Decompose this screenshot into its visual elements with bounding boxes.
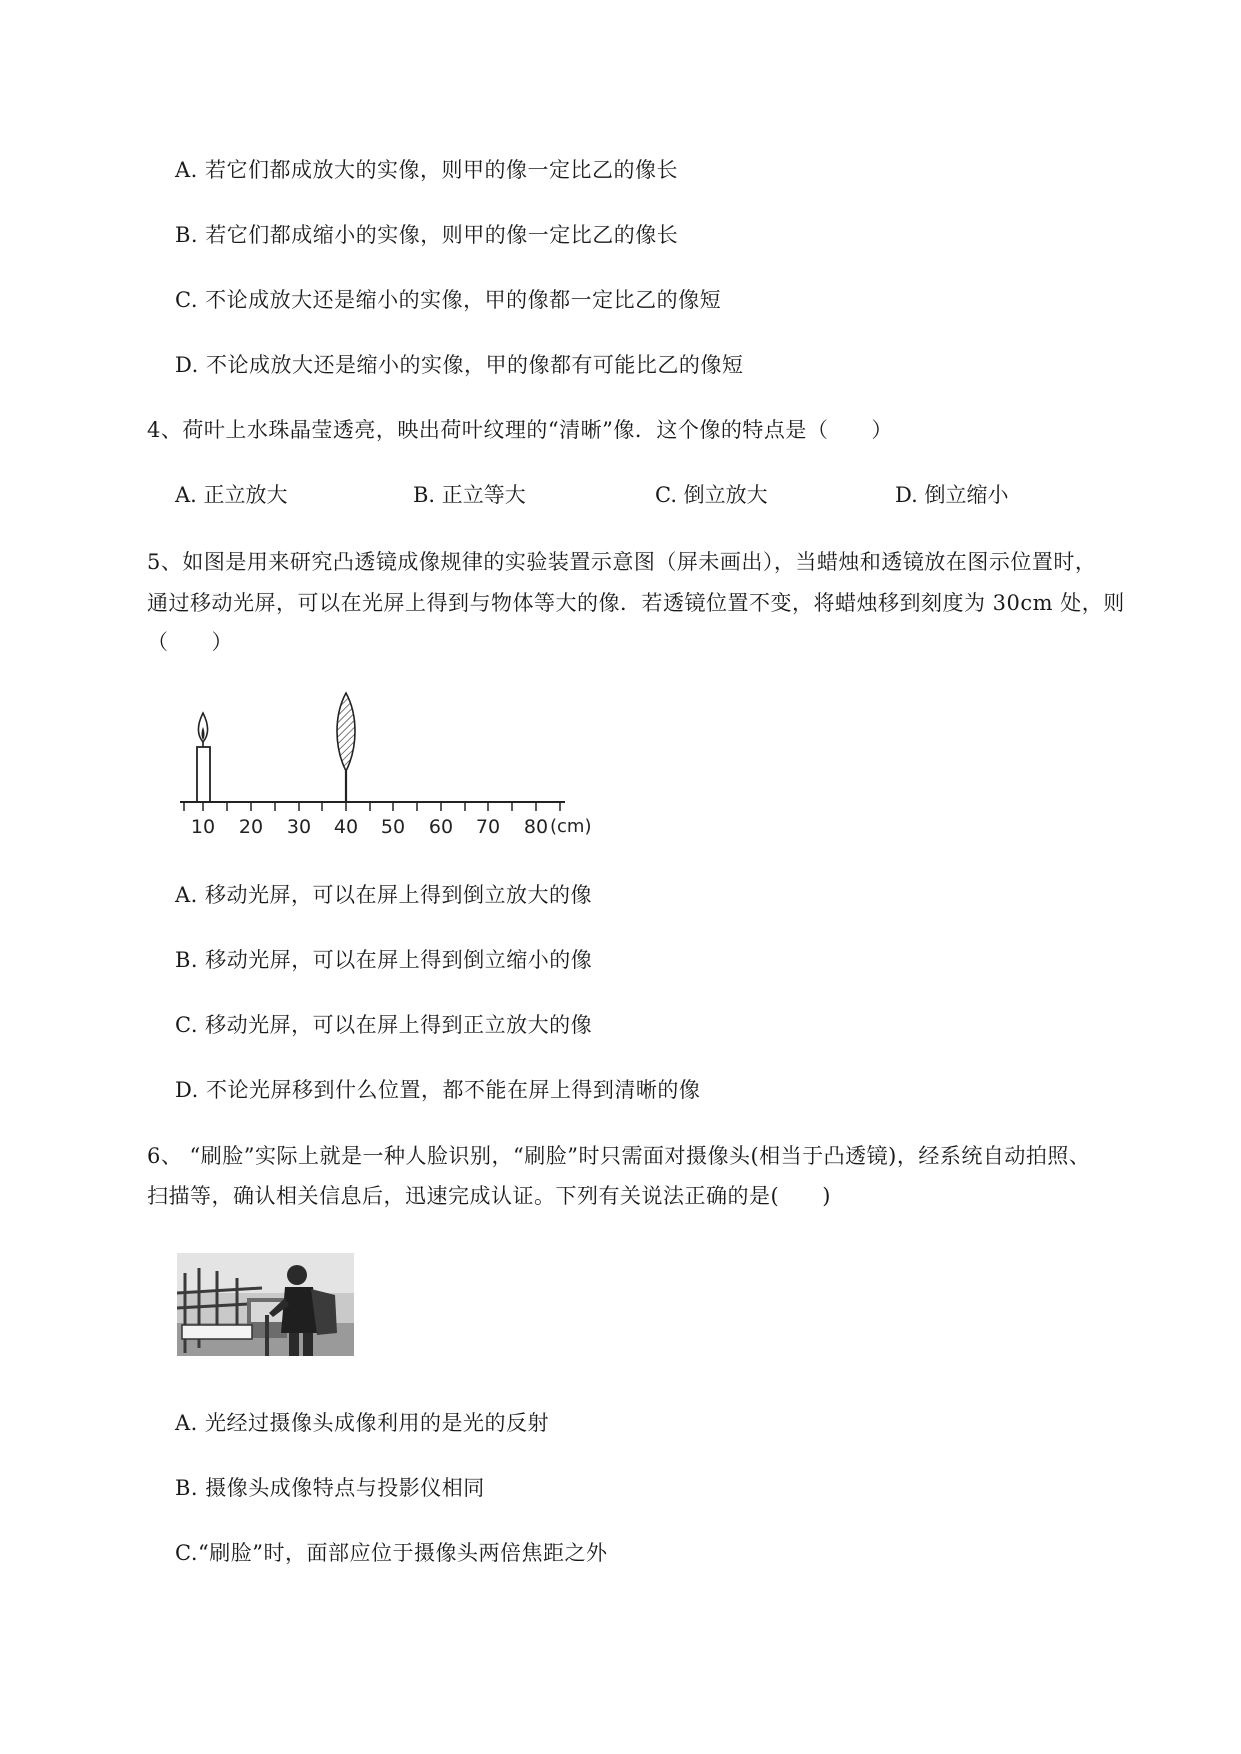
q6-option-b: B. 摄像头成像特点与投影仪相同 [175, 1476, 485, 1500]
tick-label: 80 [523, 816, 549, 838]
optical-bench-figure [170, 685, 630, 845]
candle-body [197, 747, 210, 802]
convex-lens-icon [337, 693, 355, 771]
q5-stem-line3: （ ） [147, 630, 233, 654]
q5-option-c: C. 移动光屏，可以在屏上得到正立放大的像 [175, 1013, 593, 1037]
tick-label: 60 [428, 816, 454, 838]
tick-label: 30 [286, 816, 312, 838]
q6-option-c: C.“刷脸”时，面部应位于摄像头两倍焦距之外 [175, 1541, 608, 1565]
scale-ticks [184, 802, 560, 811]
q6-option-a: A. 光经过摄像头成像利用的是光的反射 [175, 1411, 550, 1435]
q6-stem-line2: 扫描等，确认相关信息后，迅速完成认证。下列有关说法正确的是( ) [147, 1184, 831, 1208]
tick-label: 20 [238, 816, 264, 838]
tick-label: 40 [333, 816, 359, 838]
q4-option-b: B. 正立等大 [413, 483, 526, 507]
q5-option-a: A. 移动光屏，可以在屏上得到倒立放大的像 [175, 883, 593, 907]
tick-label: 70 [475, 816, 501, 838]
q5-stem-line1: 5、如图是用来研究凸透镜成像规律的实验装置示意图（屏未画出），当蜡烛和透镜放在图示位置时， [147, 550, 1097, 574]
tick-label: 50 [380, 816, 406, 838]
q4-option-a: A. 正立放大 [175, 483, 288, 507]
q4-stem: 4、荷叶上水珠晶莹透亮，映出荷叶纹理的“清晰”像．这个像的特点是（ ） [147, 418, 893, 442]
q3-option-c: C. 不论成放大还是缩小的实像，甲的像都一定比乙的像短 [175, 288, 722, 312]
q4-option-d: D. 倒立缩小 [895, 483, 1009, 507]
scale-unit-label: (cm) [550, 816, 592, 837]
q5-option-d: D. 不论光屏移到什么位置，都不能在屏上得到清晰的像 [175, 1078, 701, 1102]
q3-option-d: D. 不论成放大还是缩小的实像，甲的像都有可能比乙的像短 [175, 353, 744, 377]
q6-stem-line1: 6、 “刷脸”实际上就是一种人脸识别，“刷脸”时只需面对摄像头(相当于凸透镜)，经系统自动拍照、 [147, 1144, 1091, 1168]
q3-option-b: B. 若它们都成缩小的实像，则甲的像一定比乙的像长 [175, 223, 679, 247]
q4-option-c: C. 倒立放大 [655, 483, 768, 507]
face-scan-photo [177, 1253, 354, 1356]
q5-stem-line2: 通过移动光屏，可以在光屏上得到与物体等大的像．若透镜位置不变，将蜡烛移到刻度为 30cm 处，则 [147, 591, 1125, 615]
tick-label: 10 [190, 816, 216, 838]
q5-option-b: B. 移动光屏，可以在屏上得到倒立缩小的像 [175, 948, 593, 972]
q3-option-a: A. 若它们都成放大的实像，则甲的像一定比乙的像长 [175, 158, 679, 182]
